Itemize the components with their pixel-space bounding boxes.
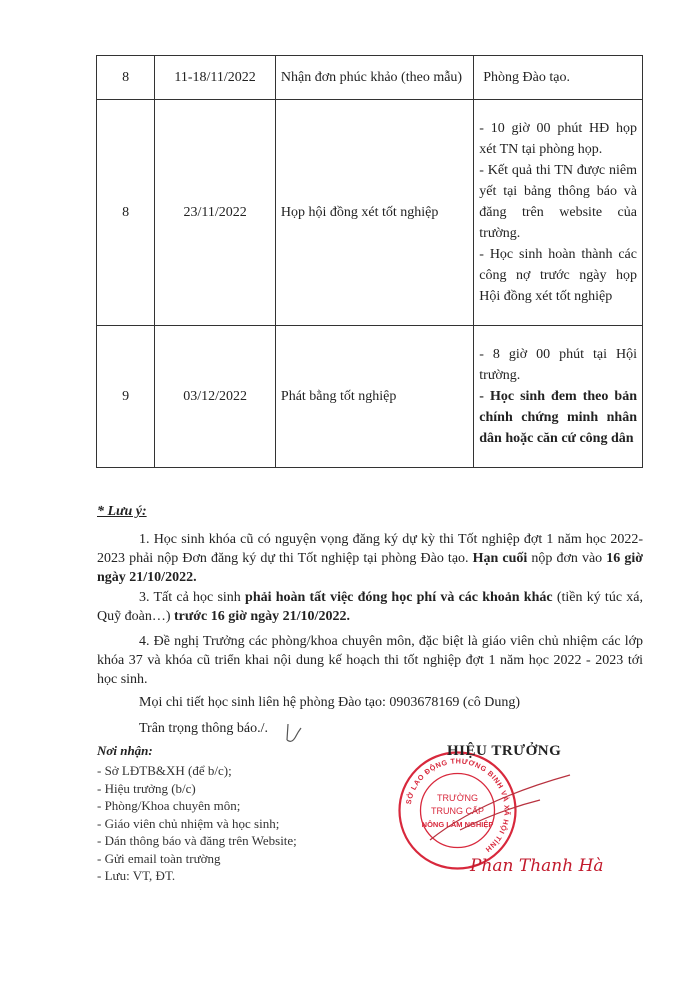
signature-title: HIỆU TRƯỞNG xyxy=(447,743,562,759)
row-date: 11-18/11/2022 xyxy=(155,56,276,100)
schedule-row xyxy=(97,56,643,100)
row-task: Họp hội đồng xét tốt nghiệp xyxy=(275,100,473,326)
note-4-text: 4. Đề nghị Trưởng các phòng/khoa chuyên môn, đặc biệt là giáo viên chủ nhiệm các lớp khóa 37 và khóa cũ triển khai nội dung kế hoạch thi tốt nghiệp đợt 1 năm học 2022 - 2023 tới học sinh. xyxy=(97,634,643,687)
seal-text-line-1: TRƯỜNG xyxy=(437,793,478,803)
schedule-table-body xyxy=(97,56,643,468)
recipient-item: - Lưu: VT, ĐT. xyxy=(97,868,176,883)
responsibility-line: - Học sinh hoàn thành các công nợ trước ngày họp Hội đồng xét tốt nghiệp xyxy=(479,247,637,304)
schedule-row xyxy=(97,326,643,468)
note-1-deadline: 16 giờ ngày 21/10/2022. xyxy=(97,551,643,585)
schedule-table xyxy=(96,55,643,468)
seal-ring-text: SỞ LAO ĐỘNG THƯƠNG BINH VÀ XÃ HỘI TỈNH xyxy=(403,756,512,855)
recipients-title: Nơi nhận: xyxy=(97,743,153,758)
recipient-item: - Sở LĐTB&XH (để b/c); xyxy=(97,763,232,778)
row-number: 8 xyxy=(97,100,155,326)
row-responsibility xyxy=(474,326,643,468)
recipient-item: - Dán thông báo và đăng trên Website; xyxy=(97,833,297,848)
row-number: 8 xyxy=(97,56,155,100)
note-paragraph-4 xyxy=(97,632,643,689)
row-responsibility xyxy=(474,56,643,100)
row-task: Phát bằng tốt nghiệp xyxy=(275,326,473,468)
closing-line: Trân trọng thông báo./. xyxy=(139,721,268,736)
row-responsibility xyxy=(474,100,643,326)
recipients-list xyxy=(97,762,297,885)
initial-mark xyxy=(284,722,304,748)
recipient-item: - Gửi email toàn trường xyxy=(97,850,221,866)
responsibility-line: - 10 giờ 00 phút HĐ họp xét TN tại phòng họp. xyxy=(479,121,637,157)
recipient-item: - Phòng/Khoa chuyên môn; xyxy=(97,798,241,813)
seal-text-line-3: NÔNG LÂM NGHIỆP xyxy=(421,820,494,829)
responsibility-line: - Kết quả thi TN được niêm yết tại bảng thông báo và đăng trên website của trường. xyxy=(479,163,637,241)
schedule-row xyxy=(97,100,643,326)
recipient-item: - Hiệu trưởng (b/c) xyxy=(97,780,196,796)
note-1-text-cont: nộp đơn vào xyxy=(527,551,607,566)
note-3-text: 3. Tất cả học sinh xyxy=(139,590,246,605)
responsibility-line: Phòng Đào tạo. xyxy=(483,70,570,85)
seal-text-line-2: TRUNG CẤP xyxy=(430,806,485,816)
row-date: 23/11/2022 xyxy=(155,100,276,326)
note-3-requirement: phải hoàn tất việc đóng học phí và các khoản khác xyxy=(245,590,553,605)
note-paragraph-3 xyxy=(97,588,643,626)
note-1-text: 1. Học sinh khóa cũ có nguyện vọng đăng ký dự kỳ thi Tốt nghiệp đợt 1 năm học 2022-2023 phải nộp Đơn đăng ký dự thi Tốt nghiệp tại phòng Đào tạo. xyxy=(97,532,643,566)
row-date: 03/12/2022 xyxy=(155,326,276,468)
signer-name: Phan Thanh Hà xyxy=(470,856,604,876)
row-number: 9 xyxy=(97,326,155,468)
responsibility-line: - 8 giờ 00 phút tại Hội trường. xyxy=(479,347,637,383)
row-task: Nhận đơn phúc khảo (theo mẫu) xyxy=(275,56,473,100)
note-paragraph-1 xyxy=(97,530,643,587)
note-3-deadline: trước 16 giờ ngày 21/10/2022. xyxy=(174,609,350,624)
notes-title: * Lưu ý: xyxy=(97,504,147,519)
note-1-deadline-label: Hạn cuối xyxy=(472,551,528,566)
contact-line: Mọi chi tiết học sinh liên hệ phòng Đào tạo: 0903678169 (cô Dung) xyxy=(139,695,521,710)
note-3-text-cont: (tiền ký túc xá, Quỹ đoàn…) xyxy=(97,590,643,624)
recipient-item: - Giáo viên chủ nhiệm và học sinh; xyxy=(97,815,280,831)
handwritten-signature xyxy=(420,770,580,850)
responsibility-line: - Học sinh đem theo bản chính chứng minh nhân dân hoặc căn cứ công dân xyxy=(479,389,637,446)
